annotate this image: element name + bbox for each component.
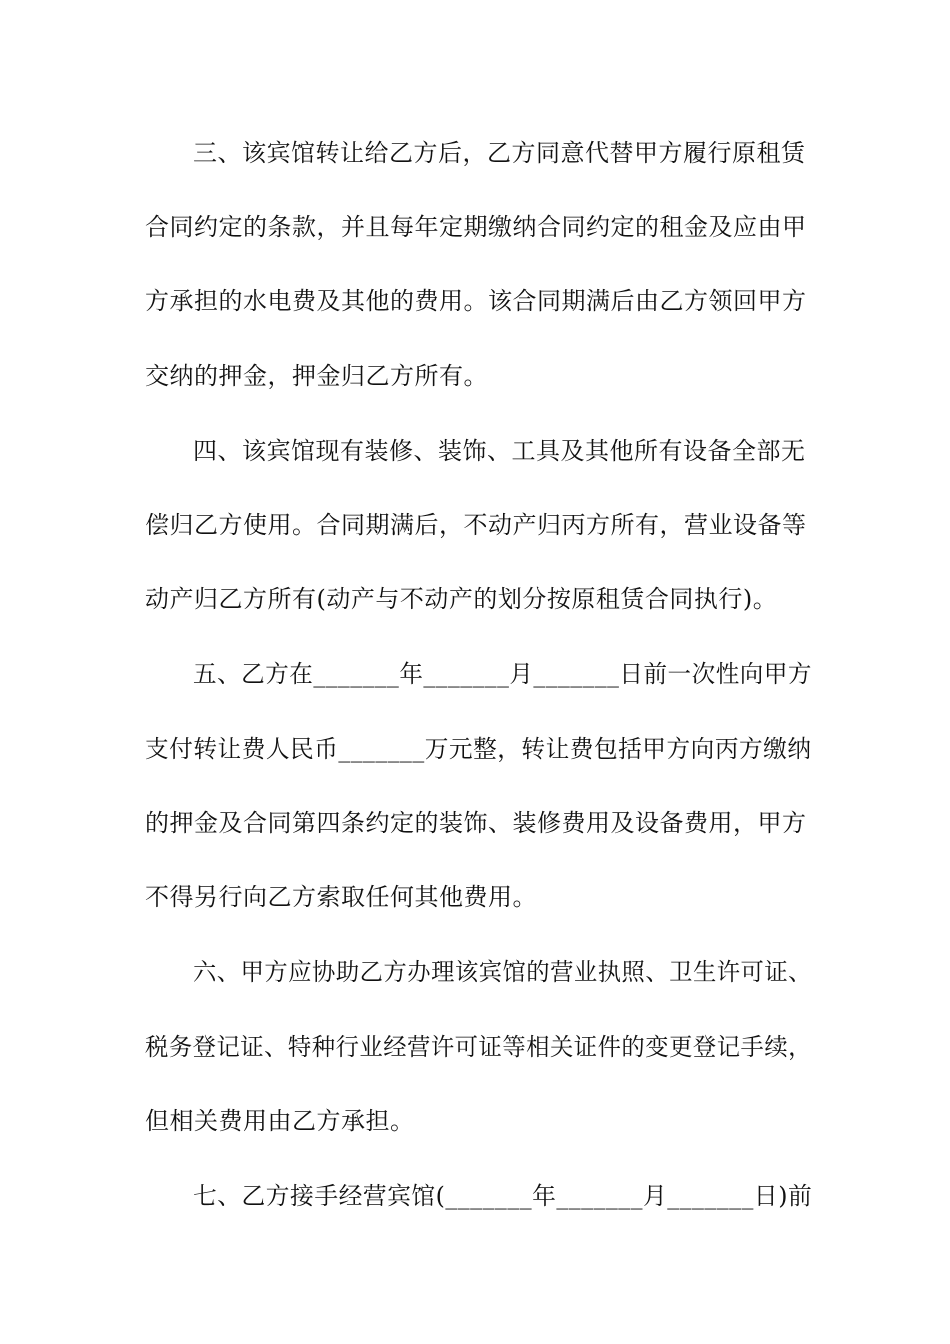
clause-4-line-3: 动产归乙方所有(动产与不动产的划分按原租赁合同执行)。 <box>145 585 778 613</box>
clause-5-line-1: 五、乙方在_______年_______月_______日前一次性向甲方 <box>193 660 812 688</box>
clause-6-line-3: 但相关费用由乙方承担。 <box>145 1107 415 1135</box>
clause-5-line-2: 支付转让费人民币_______万元整，转让费包括甲方向丙方缴纳 <box>145 735 812 763</box>
clause-3-line-2: 合同约定的条款，并且每年定期缴纳合同约定的租金及应由甲 <box>145 213 807 241</box>
clause-6-line-1: 六、甲方应协助乙方办理该宾馆的营业执照、卫生许可证、 <box>193 958 812 986</box>
clause-3-line-1: 三、该宾馆转让给乙方后，乙方同意代替甲方履行原租赁 <box>193 139 806 167</box>
clause-3-line-3: 方承担的水电费及其他的费用。该合同期满后由乙方领回甲方 <box>145 287 807 315</box>
clause-7-line-1: 七、乙方接手经营宾馆(_______年_______月_______日)前 <box>193 1182 813 1210</box>
clause-5-line-3: 的押金及合同第四条约定的装饰、装修费用及设备费用，甲方 <box>145 809 807 837</box>
clause-4-line-1: 四、该宾馆现有装修、装饰、工具及其他所有设备全部无 <box>193 437 806 465</box>
clause-3-line-4: 交纳的押金，押金归乙方所有。 <box>145 362 488 390</box>
clause-6-line-2: 税务登记证、特种行业经营许可证等相关证件的变更登记手续， <box>145 1033 812 1061</box>
clause-5-line-4: 不得另行向乙方索取任何其他费用。 <box>145 883 537 911</box>
clause-4-line-2: 偿归乙方使用。合同期满后，不动产归丙方所有，营业设备等 <box>145 511 807 539</box>
